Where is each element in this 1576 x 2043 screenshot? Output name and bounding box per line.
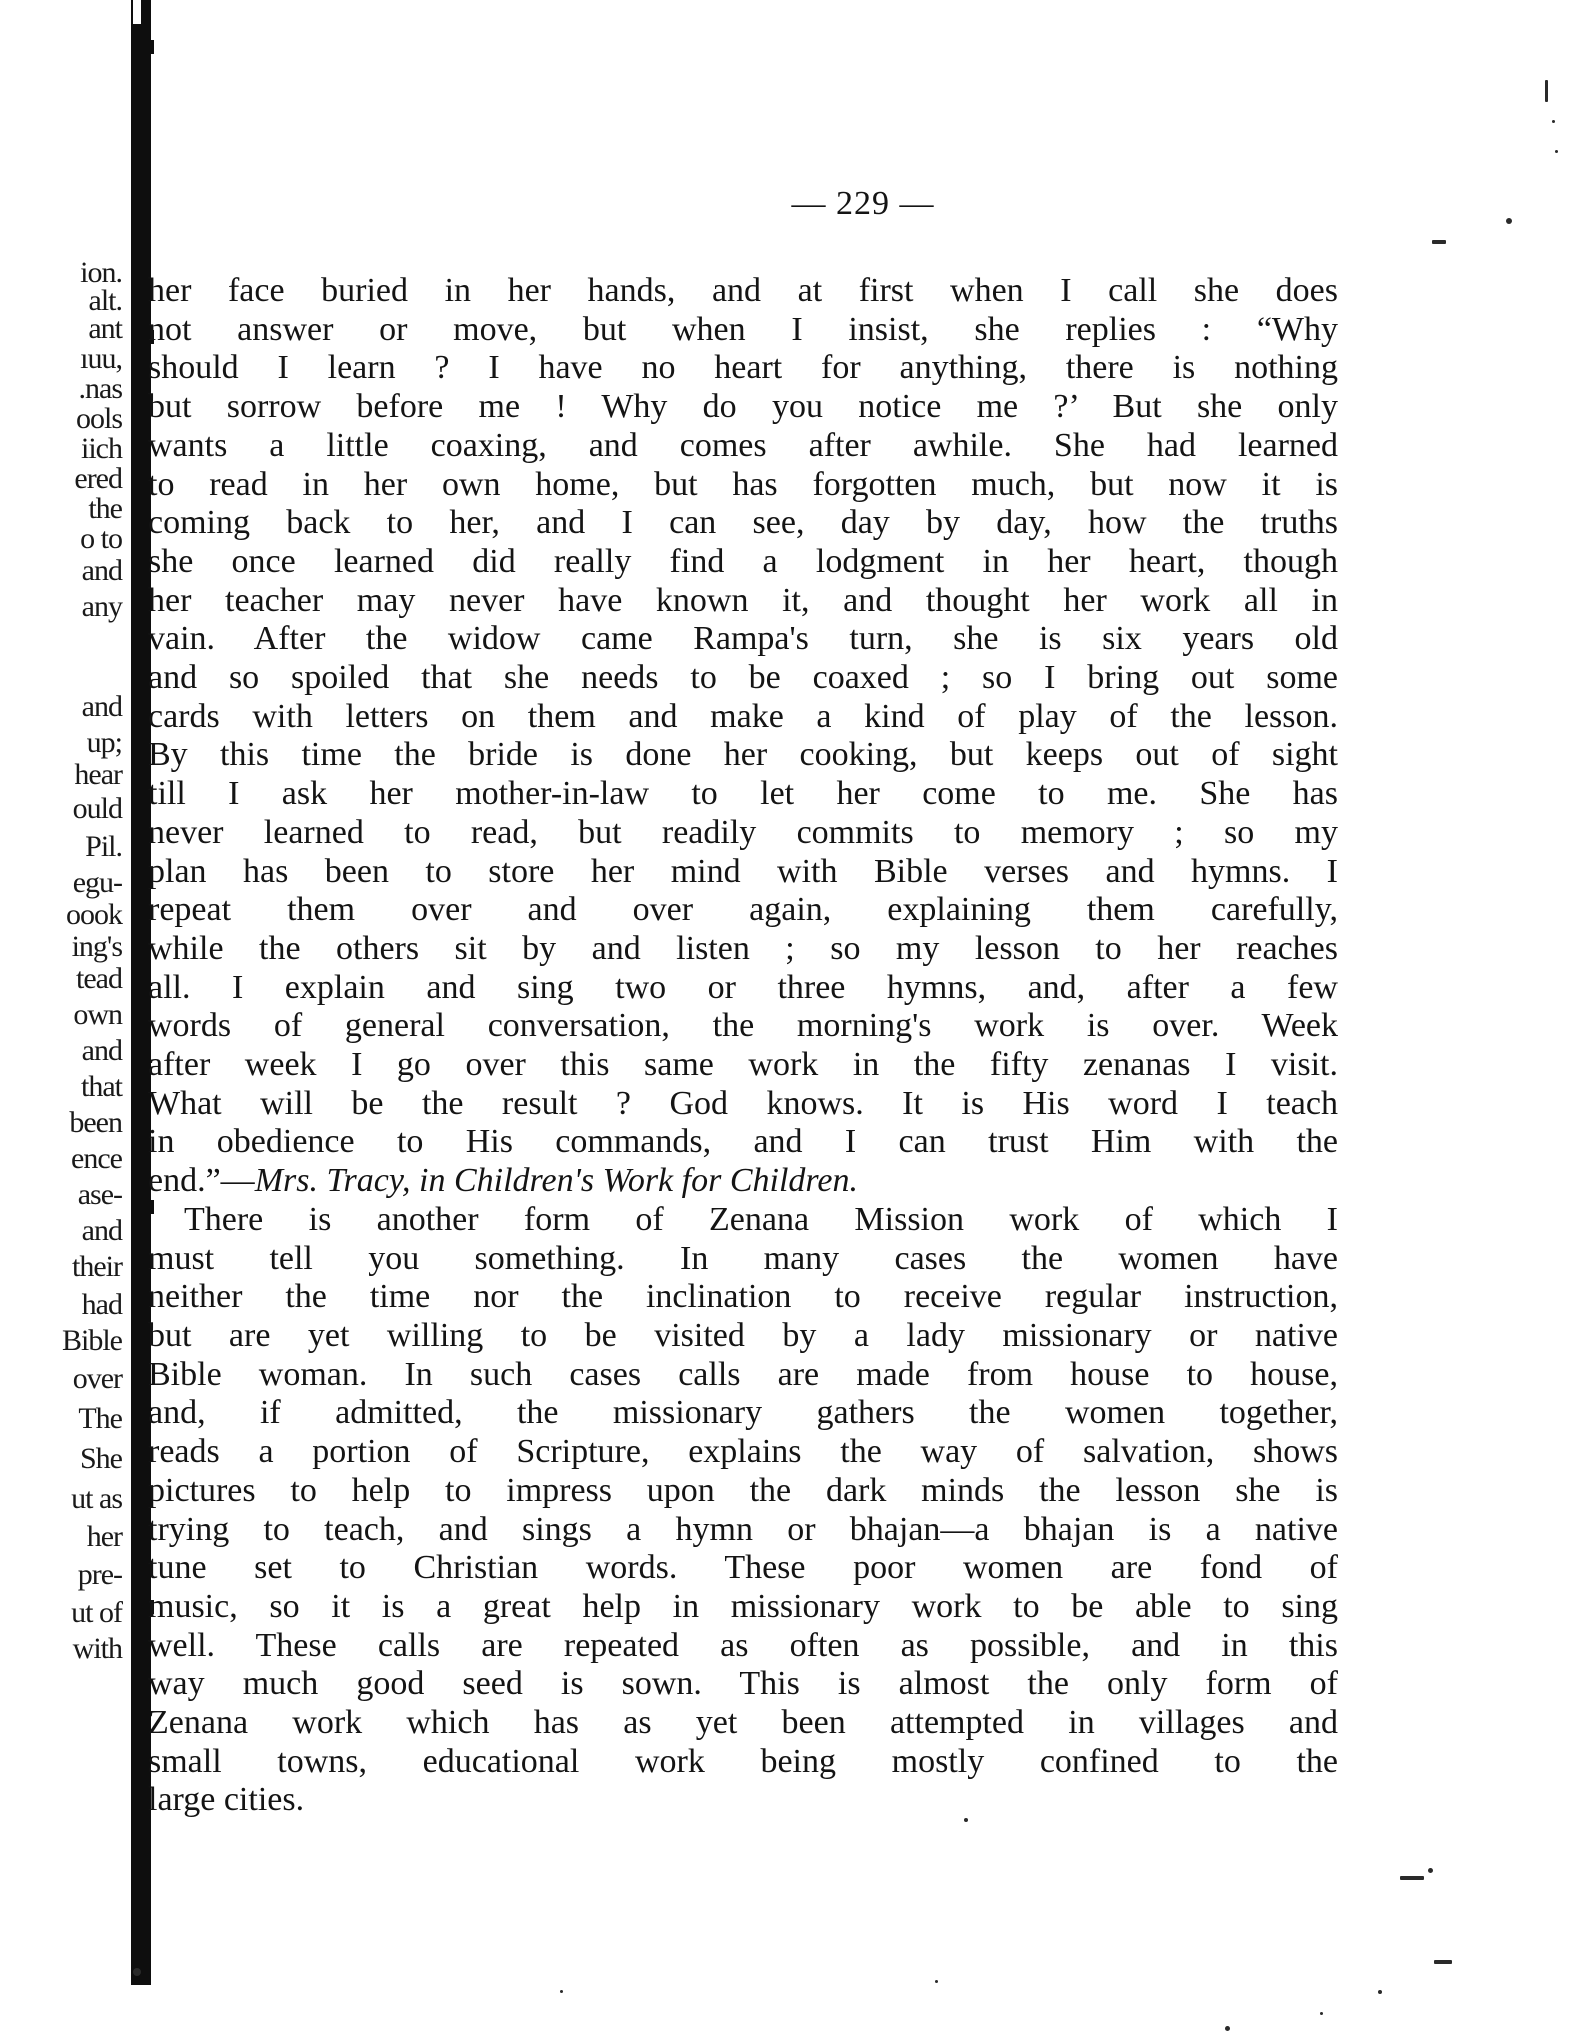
facing-fragment: any bbox=[81, 590, 122, 623]
text-line: well. These calls are repeated as often as possible, and in this bbox=[148, 1626, 1338, 1664]
text-line: to read in her own home, but has forgotten much, but now it is bbox=[148, 465, 1338, 503]
facing-fragment: alt. bbox=[88, 284, 122, 317]
facing-fragment: o to bbox=[80, 522, 122, 555]
text-line: cards with letters on them and make a kind of play of the lesson. bbox=[148, 697, 1338, 735]
facing-fragment: ut of bbox=[71, 1596, 122, 1629]
text-line: Zenana work which has as yet been attempted in villages and bbox=[148, 1704, 1338, 1742]
facing-fragment: tead bbox=[76, 962, 122, 995]
main-text bbox=[148, 272, 1338, 1820]
text-line: way much good seed is sown. This is almost the only form of bbox=[148, 1665, 1338, 1703]
text-line: her face buried in her hands, and at first when I call she does bbox=[148, 272, 1338, 309]
facing-fragment: ut as bbox=[71, 1482, 122, 1515]
facing-fragment: ıuu, bbox=[80, 342, 122, 375]
facing-fragment: the bbox=[88, 492, 122, 525]
text-line: all. I explain and sing two or three hymns, and, after a few bbox=[148, 968, 1338, 1006]
text-line: after week I go over this same work in the fifty zenanas I visit. bbox=[148, 1046, 1338, 1084]
facing-fragment: egu- bbox=[72, 866, 122, 899]
facing-fragment: ools bbox=[75, 402, 122, 435]
text-line: must tell you something. In many cases the women have bbox=[148, 1239, 1338, 1277]
text-line: till I ask her mother-in-law to let her come to me. She has bbox=[148, 775, 1338, 813]
text-line: wants a little coaxing, and comes after awhile. She had learned bbox=[148, 426, 1338, 464]
page-number: — 229 — bbox=[791, 185, 935, 222]
facing-fragment: ant bbox=[88, 312, 122, 345]
text-line: repeat them over and over again, explaining them carefully, bbox=[148, 891, 1338, 929]
text-line: small towns, educational work being mostly confined to the bbox=[148, 1742, 1338, 1780]
facing-fragment: iich bbox=[81, 432, 122, 465]
facing-fragment: been bbox=[69, 1106, 122, 1139]
text-line: neither the time nor the inclination to receive regular instruction, bbox=[148, 1278, 1338, 1316]
text-line: Bible woman. In such cases calls are made from house to house, bbox=[148, 1355, 1338, 1393]
facing-fragment: and bbox=[81, 1034, 122, 1067]
facing-fragment: oook bbox=[66, 898, 122, 931]
facing-fragment: with bbox=[72, 1632, 122, 1665]
gutter-notch bbox=[146, 40, 154, 54]
text-line: coming back to her, and I can see, day by day, how the truths bbox=[148, 504, 1338, 542]
attribution-lead: end.”— bbox=[148, 1162, 255, 1200]
text-line: vain. After the widow came Rampa's turn, she is six years old bbox=[148, 620, 1338, 658]
text-line: in obedience to His commands, and I can trust Him with the bbox=[148, 1123, 1338, 1161]
facing-fragment: had bbox=[81, 1288, 122, 1321]
facing-fragment: that bbox=[81, 1070, 122, 1103]
facing-fragment: Pil. bbox=[85, 830, 122, 863]
attribution-source: Mrs. Tracy, in Children's Work for Children. bbox=[254, 1162, 858, 1200]
text-line: There is another form of Zenana Mission work of which I bbox=[184, 1200, 1338, 1238]
facing-fragment: ing's bbox=[71, 930, 122, 963]
facing-fragment: their bbox=[72, 1250, 122, 1283]
facing-fragment: .nas bbox=[78, 372, 122, 405]
facing-fragment: Bible bbox=[62, 1324, 122, 1357]
facing-fragment: ase- bbox=[77, 1178, 122, 1211]
text-line: tune set to Christian words. These poor women are fond of bbox=[148, 1549, 1338, 1587]
text-line: but sorrow before me ! Why do you notice me ?’ But she only bbox=[148, 388, 1338, 426]
facing-fragment: her bbox=[86, 1520, 122, 1553]
facing-fragment: The bbox=[78, 1402, 122, 1435]
facing-fragment: ered bbox=[74, 462, 122, 495]
facing-fragment: ence bbox=[71, 1142, 122, 1175]
text-line: music, so it is a great help in missionary work to be able to sing bbox=[148, 1587, 1338, 1625]
text-line: her teacher may never have known it, and thought her work all in bbox=[148, 581, 1338, 619]
text-line: she once learned did really find a lodgment in her heart, though bbox=[148, 542, 1338, 580]
text-line: and, if admitted, the missionary gathers the women together, bbox=[148, 1394, 1338, 1432]
text-line: plan has been to store her mind with Bible verses and hymns. I bbox=[148, 852, 1338, 890]
text-line: By this time the bride is done her cooking, but keeps out of sight bbox=[148, 736, 1338, 774]
facing-fragment: and bbox=[81, 1214, 122, 1247]
facing-fragment: pre- bbox=[77, 1558, 122, 1591]
facing-fragment: and bbox=[81, 690, 122, 723]
facing-fragment: over bbox=[72, 1362, 122, 1395]
facing-fragment: She bbox=[80, 1442, 122, 1475]
text-line: words of general conversation, the morning's work is over. Week bbox=[148, 1007, 1338, 1045]
text-line: should I learn ? I have no heart for anything, there is nothing bbox=[148, 349, 1338, 387]
text-line: pictures to help to impress upon the dark minds the lesson she is bbox=[148, 1471, 1338, 1509]
text-line: trying to teach, and sings a hymn or bhajan—a bhajan is a native bbox=[148, 1510, 1338, 1548]
facing-fragment: ion. bbox=[80, 256, 122, 289]
text-line: but are yet willing to be visited by a lady missionary or native bbox=[148, 1316, 1338, 1354]
attribution-line bbox=[148, 1162, 1338, 1201]
facing-fragment: and bbox=[81, 554, 122, 587]
facing-fragment: up; bbox=[86, 726, 122, 759]
text-line: not answer or move, but when I insist, she replies : “Why bbox=[148, 310, 1338, 348]
text-line: reads a portion of Scripture, explains the way of salvation, shows bbox=[148, 1433, 1338, 1471]
text-line: and so spoiled that she needs to be coaxed ; so I bring out some bbox=[148, 659, 1338, 697]
facing-page-fragments bbox=[0, 0, 126, 2043]
text-line: while the others sit by and listen ; so my lesson to her reaches bbox=[148, 929, 1338, 967]
facing-fragment: own bbox=[73, 998, 122, 1031]
facing-fragment: hear bbox=[74, 758, 122, 791]
text-line: never learned to read, but readily commits to memory ; so my bbox=[148, 813, 1338, 851]
text-line: large cities. bbox=[148, 1781, 305, 1819]
text-line: What will be the result ? God knows. It is His word I teach bbox=[148, 1084, 1338, 1122]
facing-fragment: ould bbox=[72, 792, 122, 825]
